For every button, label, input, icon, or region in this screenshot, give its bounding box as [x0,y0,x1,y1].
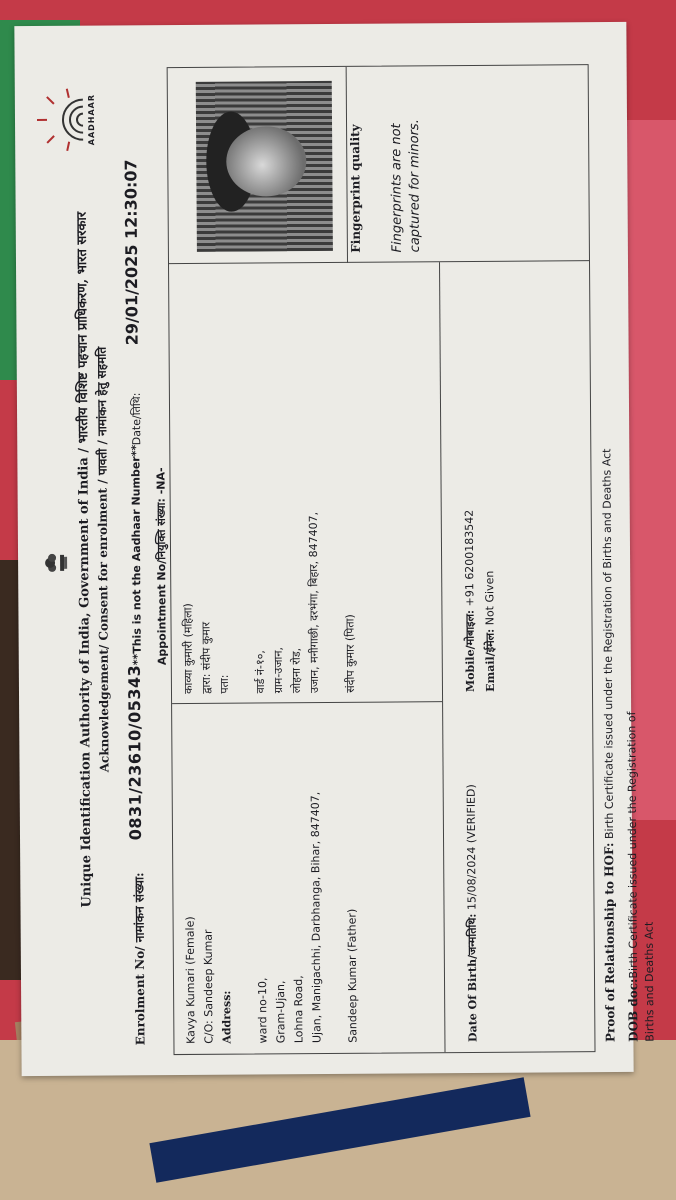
email-value: Not Given [483,570,497,626]
address-line: ward no-10, [255,977,270,1044]
national-emblem-icon [40,551,68,575]
enrolment-row [121,55,169,1046]
address-line-hindi: उजान, मनीगाछी, दरभंगा, बिहार, 847407, [306,511,322,694]
resident-details-hi [179,512,360,694]
address-line-hindi: लोहना रोड, [289,647,304,694]
slip-content [31,56,657,1060]
resident-details-en [181,791,363,1044]
date-label: Date/तिथि: [129,392,144,446]
dob-value: 15/08/2024 (VERIFIED) [464,784,479,911]
authority-title: Unique Identification Authority of India, Government of India / भारतीय विशिष्ट पहचान प्राधिकरण, भारत सरकार [74,211,95,908]
dob-field [463,784,483,1042]
resident-name: Kavya Kumari (Female) [183,916,198,1044]
mobile-label: Mobile/मोबाइल: [463,609,478,693]
address-line-hindi: वार्ड नं-१०, [253,650,268,694]
resident-name-hindi: काव्या कुमारी (महिला) [181,603,196,694]
enrolment-number: 0831/23610/05343 [124,664,146,841]
appointment-number: Appointment No/नियुक्ति संख्या: -NA- [154,467,169,666]
address-label: Address: [220,990,234,1044]
hof-proof-label: Proof of Relationship to HOF: [602,842,618,1043]
not-aadhaar-notice: **This is not the Aadhaar Number** [129,444,144,666]
dob-label: Date Of Birth/जन्मतिथि: [465,913,480,1043]
fingerprint-note: Fingerprints are not captured for minors. [389,119,423,253]
mobile-value: +91 6200183542 [462,509,477,607]
details-table [167,64,596,1055]
relative-name-hindi: संदीप कुमार (पिता) [343,614,358,693]
address-line: Ujan, Manigachhi, Darbhanga, Bihar, 847407, [308,791,324,1044]
form-subtitle: Acknowledgement/ Consent for enrolment / पावती / नामांकन हेतु सहमति [94,346,112,773]
fingerprint-quality-label: Fingerprint quality [348,124,363,253]
column-divider [172,701,442,704]
relationship-proof [599,449,617,1043]
email-label: Email/ईमेल: [483,628,498,692]
mobile-field [461,510,480,692]
dob-document [623,711,658,1042]
enrolment-date: 29/01/2025 12:30:07 [121,159,142,346]
relative-name: Sandeep Kumar (Father) [345,908,360,1043]
dob-doc-value: Birth Certificate issued under the Registration of [625,711,641,979]
aadhaar-logo-text: AADHAAR [86,93,97,146]
address-line: Lohna Road, [291,975,306,1044]
address-label-hindi: पता: [217,674,232,694]
address-line-hindi: ग्राम-उजान, [271,647,286,694]
address-line: Gram-Ujan, [274,980,288,1044]
email-field [481,571,500,692]
resident-photo [196,81,333,252]
enrolment-label: Enrolment No/ नामांकन संख्या: [132,872,148,1046]
acknowledgement-slip [14,22,657,1076]
row-divider [439,262,446,1052]
hof-proof-value: Birth Certificate issued under the Registration of Births and Deaths Act [600,448,617,840]
care-of-hindi: द्वारा: संदीप कुमार [199,621,214,694]
care-of: C/O: Sandeep Kumar [201,929,216,1044]
dob-doc-label: DOB doc: [626,978,641,1042]
column-divider [169,260,589,264]
dob-doc-value-cont: Births and Deaths Act [642,921,657,1042]
